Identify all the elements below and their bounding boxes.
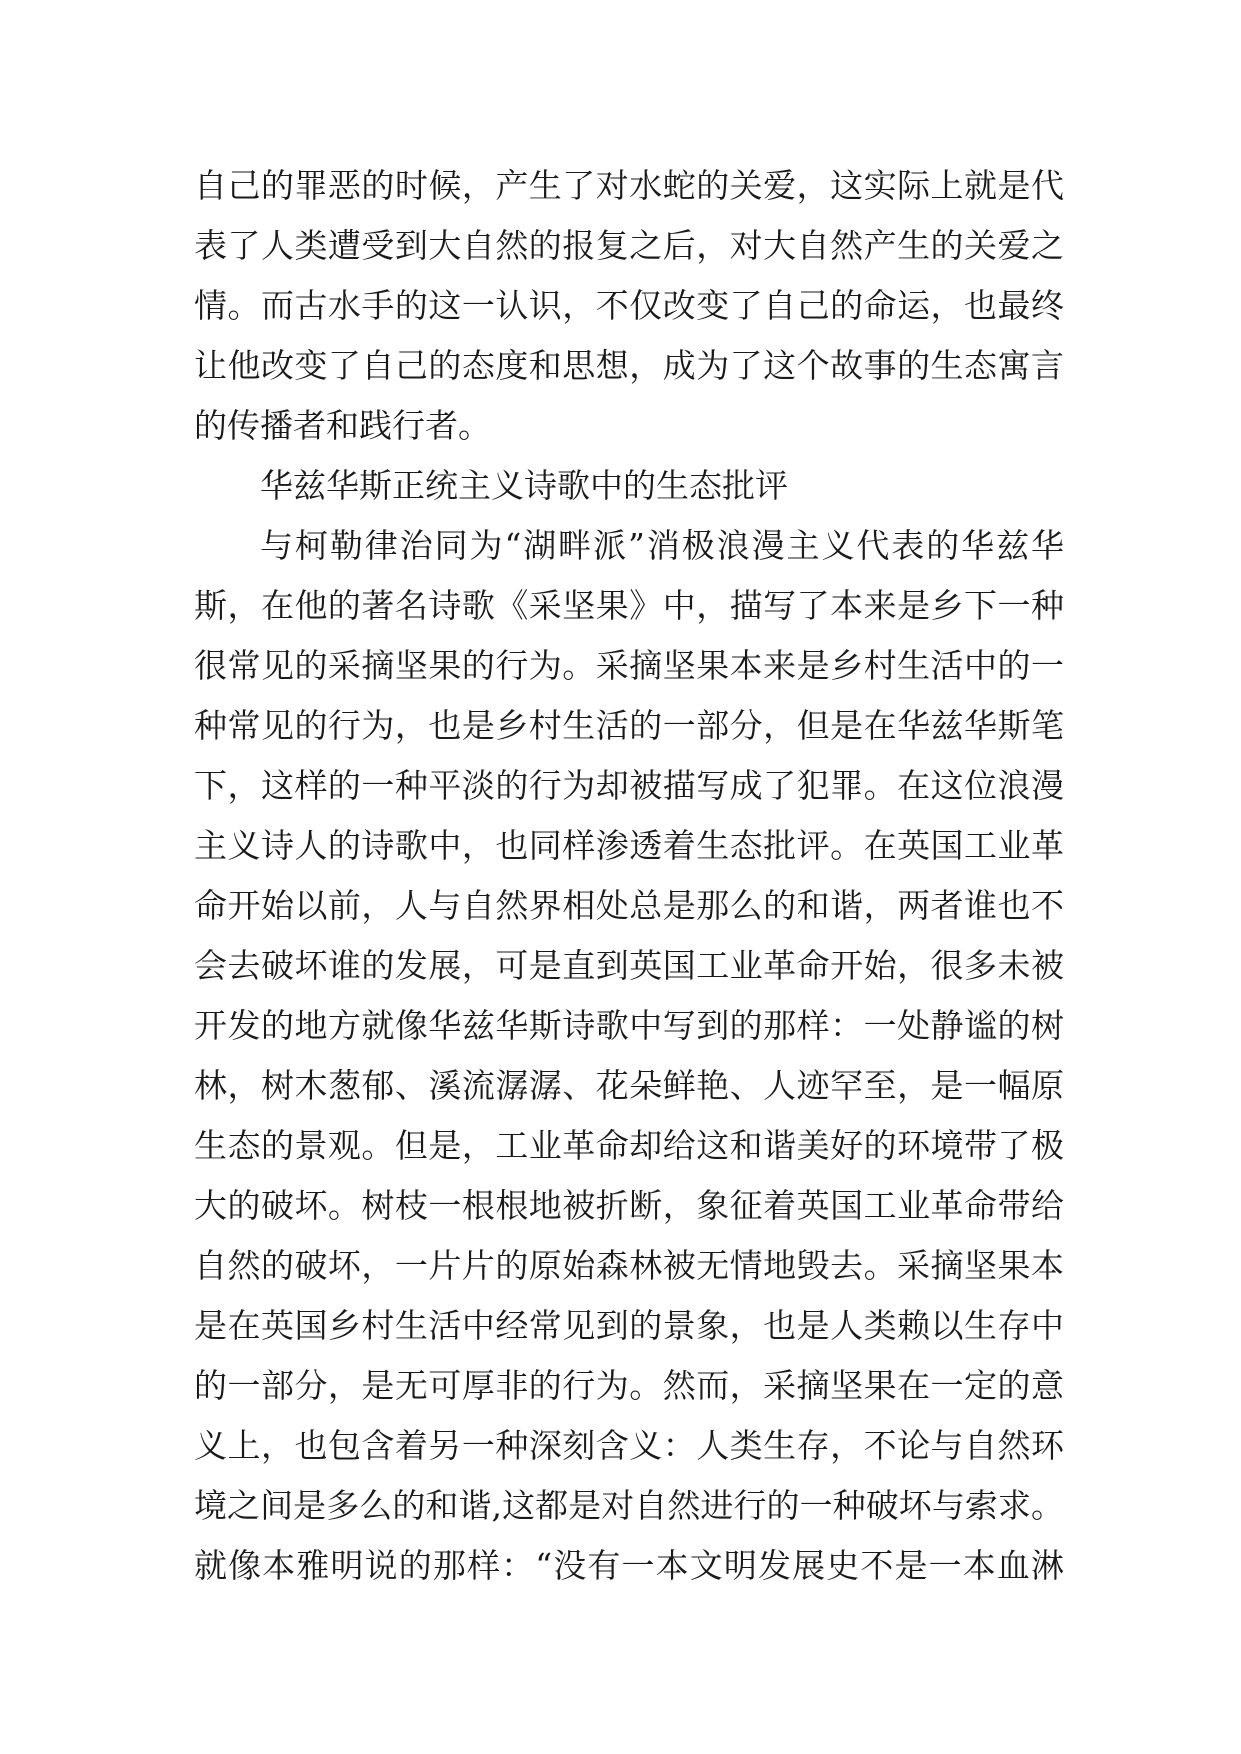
text-line: 生态的景观。但是，工业革命却给这和谐美好的环境带了极 [194, 1126, 1064, 1165]
text-line: 下，这样的一种平淡的行为却被描写成了犯罪。在这位浪漫 [194, 766, 1064, 805]
text-line: 种常见的行为，也是乡村生活的一部分，但是在华兹华斯笔 [194, 706, 1064, 745]
text-line: 自然的破坏，一片片的原始森林被无情地毁去。采摘坚果本 [194, 1246, 1064, 1285]
text-line: 就像本雅明说的那样：“没有一本文明发展史不是一本血淋 [194, 1546, 1064, 1585]
document-body [194, 156, 1064, 1596]
text-line: 是在英国乡村生活中经常见到的景象，也是人类赖以生存中 [194, 1306, 1064, 1345]
text-line: 斯，在他的著名诗歌《采坚果》中，描写了本来是乡下一种 [194, 586, 1064, 625]
text-line: 大的破坏。树枝一根根地被折断，象征着英国工业革命带给 [194, 1186, 1064, 1225]
text-line: 境之间是多么的和谐,这都是对自然进行的一种破坏与索求。 [194, 1486, 1064, 1525]
text-line: 的一部分，是无可厚非的行为。然而，采摘坚果在一定的意 [194, 1366, 1064, 1405]
paragraph-1 [194, 156, 1064, 456]
text-line: 情。而古水手的这一认识，不仅改变了自己的命运，也最终 [194, 286, 1064, 325]
section-heading: 华兹华斯正统主义诗歌中的生态批评 [260, 466, 788, 505]
text-line: 主义诗人的诗歌中，也同样渗透着生态批评。在英国工业革 [194, 826, 1064, 865]
text-line: 很常见的采摘坚果的行为。采摘坚果本来是乡村生活中的一 [194, 646, 1064, 685]
text-line: 会去破坏谁的发展，可是直到英国工业革命开始，很多未被 [194, 946, 1064, 985]
text-line: 与柯勒律治同为“湖畔派”消极浪漫主义代表的华兹华 [260, 526, 1064, 565]
text-line: 表了人类遭受到大自然的报复之后，对大自然产生的关爱之 [194, 226, 1064, 265]
text-line: 的传播者和践行者。 [194, 406, 491, 445]
text-line: 让他改变了自己的态度和思想，成为了这个故事的生态寓言 [194, 346, 1064, 385]
text-line: 义上，也包含着另一种深刻含义：人类生存，不论与自然环 [194, 1426, 1064, 1465]
paragraph-2 [194, 516, 1064, 1596]
text-line: 自己的罪恶的时候，产生了对水蛇的关爱，这实际上就是代 [194, 166, 1064, 205]
text-line: 开发的地方就像华兹华斯诗歌中写到的那样：一处静谧的树 [194, 1006, 1064, 1045]
text-line: 林，树木葱郁、溪流潺潺、花朵鲜艳、人迹罕至，是一幅原 [194, 1066, 1064, 1105]
text-line: 命开始以前，人与自然界相处总是那么的和谐，两者谁也不 [194, 886, 1064, 925]
